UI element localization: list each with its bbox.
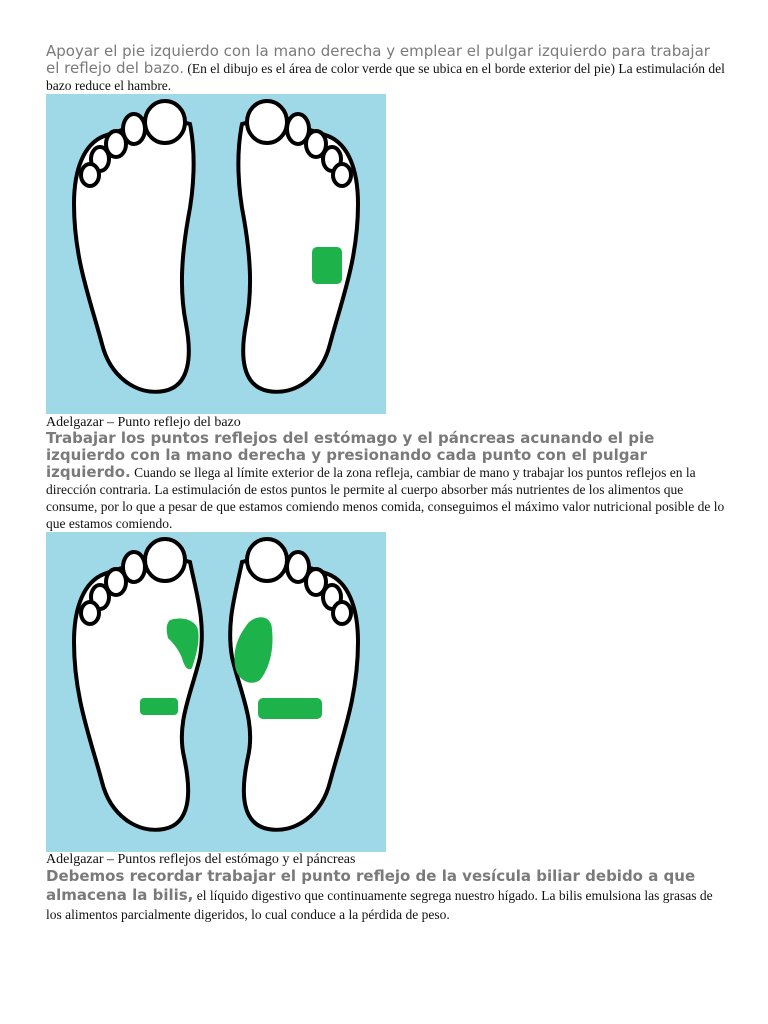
paragraph-stomach-pancreas xyxy=(46,430,726,532)
paragraph-lead: Debemos recordar trabajar el punto reflejo de la vesícula biliar debido a que almacena la bilis, xyxy=(46,867,696,904)
feet-illustration-spleen xyxy=(46,94,386,414)
paragraph-body: Cuando se llega al límite exterior de la zona refleja, cambiar de mano y trabajar los puntos reflejos en la dirección contraria. La estimulación de estos puntos le permite al cuerpo absorber más nutrientes de los alimentos que consume, por lo que a pesar de que estamos comiendo menos comida, conseguimos el máximo valor nutricional posible de lo que estamos comiendo. xyxy=(46,465,725,531)
paragraph-lead: Trabajar los puntos reflejos del estómago y el páncreas acunando el pie izquierdo con la mano derecha y presionando cada punto con el pulgar izquierdo. xyxy=(46,429,655,481)
spleen-reflex-marker xyxy=(312,247,342,284)
figure-caption: Adelgazar – Puntos reflejos del estómago y el páncreas xyxy=(46,852,356,867)
paragraph-gallbladder xyxy=(46,867,726,924)
figure-stomach-pancreas-reflex xyxy=(46,532,386,852)
paragraph-body: (En el dibujo es el área de color verde que se ubica en el borde exterior del pie) La estimulación del bazo reduce el hambre. xyxy=(46,61,725,93)
feet-illustration-stomach xyxy=(46,532,386,852)
paragraph-spleen xyxy=(46,43,726,94)
paragraph-lead: Apoyar el pie izquierdo con la mano derecha y emplear el pulgar izquierdo para trabajar el reflejo del bazo. xyxy=(46,42,710,77)
figure-caption: Adelgazar – Punto reflejo del bazo xyxy=(46,415,241,430)
pancreas-reflex-marker-left xyxy=(140,698,178,715)
pancreas-reflex-marker-right xyxy=(258,698,322,719)
paragraph-body: el líquido digestivo que continuamente segrega nuestro hígado. La bilis emulsiona las grasas de los alimentos parcialmente digeridos, lo cual conduce a la pérdida de peso. xyxy=(46,888,713,922)
figure-spleen-reflex xyxy=(46,94,386,414)
